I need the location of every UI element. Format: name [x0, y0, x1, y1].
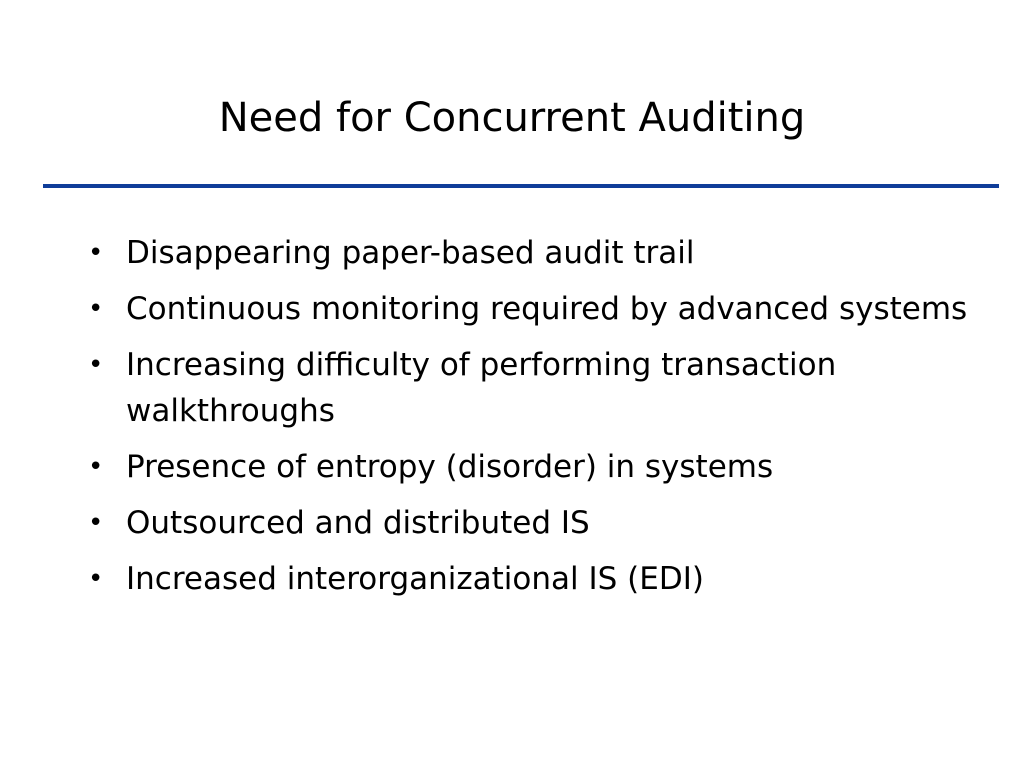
bullet-item — [88, 342, 988, 434]
bullet-icon: • — [88, 564, 104, 594]
bullet-text: Presence of entropy (disorder) in systems — [126, 449, 774, 485]
bullet-text: Increased interorganizational IS (EDI) — [126, 561, 704, 597]
bullet-icon: • — [88, 508, 104, 538]
slide-title: Need for Concurrent Auditing — [218, 95, 806, 141]
bullet-item — [88, 230, 988, 276]
bullet-icon: • — [88, 294, 104, 324]
bullet-text: Continuous monitoring required by advanced systems — [126, 291, 968, 327]
bullet-item — [88, 286, 988, 332]
bullet-icon: • — [88, 238, 104, 268]
bullet-icon: • — [88, 452, 104, 482]
bullet-icon: • — [88, 350, 104, 380]
bullet-text: Disappearing paper-based audit trail — [126, 235, 695, 271]
bullet-list — [88, 230, 988, 612]
bullet-text: Increasing difficulty of performing transaction walkthroughs — [126, 347, 837, 429]
bullet-text: Outsourced and distributed IS — [126, 505, 590, 541]
bullet-item — [88, 500, 988, 546]
bullet-item — [88, 444, 988, 490]
title-divider — [43, 184, 999, 188]
bullet-item — [88, 556, 988, 602]
